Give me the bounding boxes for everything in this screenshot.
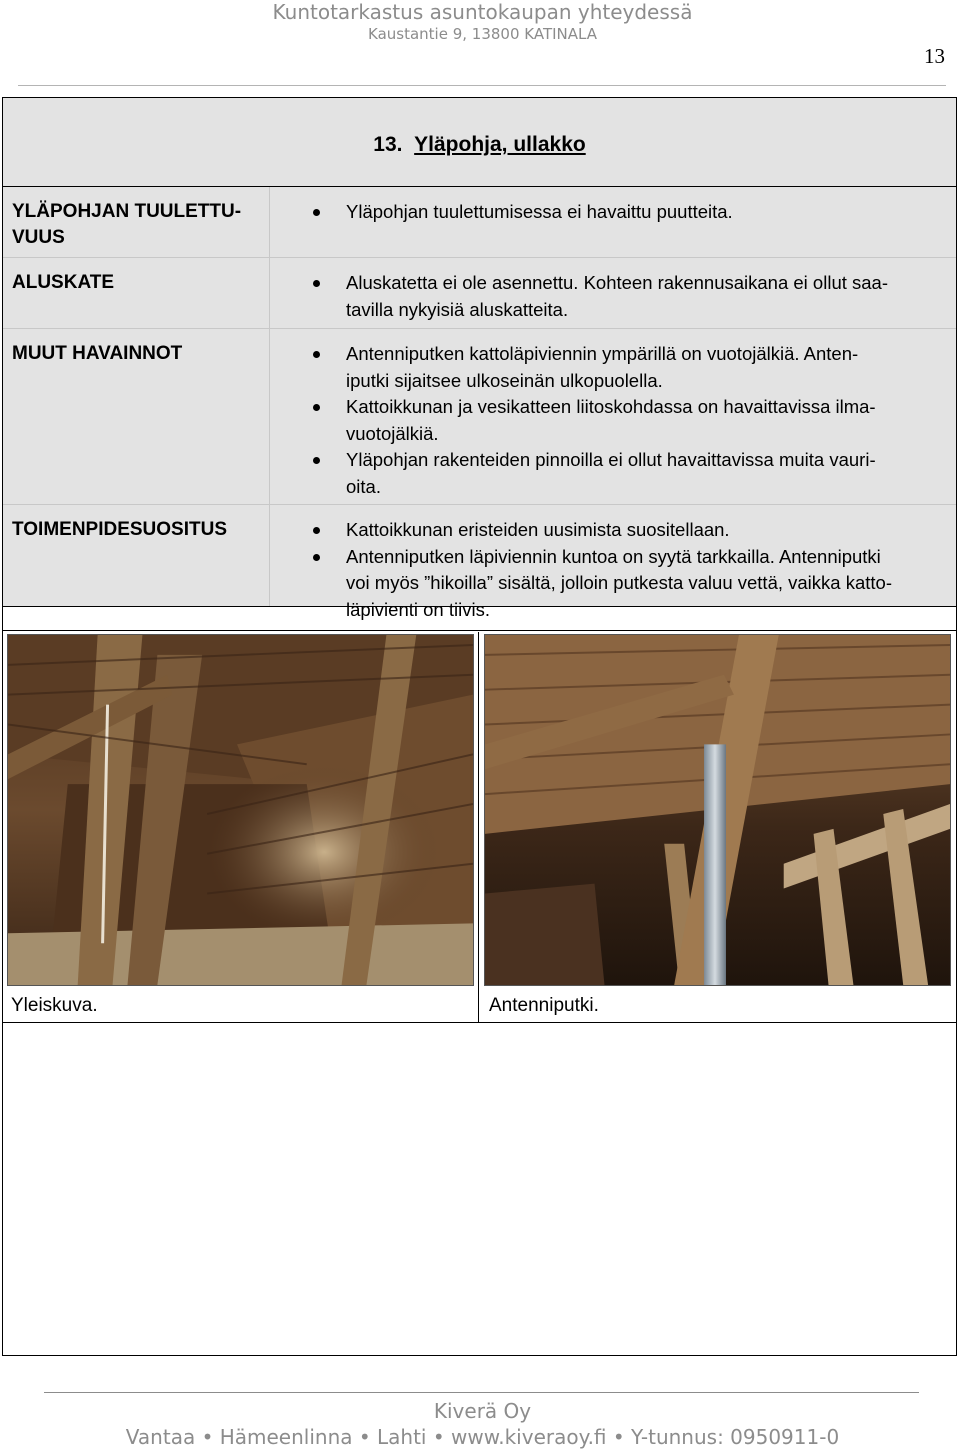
report-title: Kuntotarkastus asuntokaupan yhteydessä <box>272 0 693 24</box>
footer-details: Vantaa • Hämeenlinna • Lahti • www.kiveraoy.fi • Y-tunnus: 0950911-0 <box>125 1425 840 1449</box>
row-column-divider <box>269 258 270 328</box>
row-bullet-item: Antenniputken kattoläpiviennin ympärillä on vuotojälkiä. Anten- iputki sijaitsee ulkoseinän ulkopuolella. <box>346 341 926 394</box>
row-bullet-item: Kattoikkunan ja vesikatteen liitoskohdassa on havaittavissa ilma- vuotojälkiä. <box>346 394 926 447</box>
section-title: Yläpohja, ullakko <box>414 133 586 156</box>
property-address: Kaustantie 9, 13800 KATINALA <box>368 25 597 43</box>
caption-column-divider <box>478 987 479 1022</box>
header-divider <box>18 85 946 86</box>
row-bullet-item: Antenniputken läpiviennin kuntoa on syytä tarkkailla. Antenniputki voi myös ”hikoilla” sisältä, jolloin putkesta valuu vettä, vaikka katto- läpivienti on tiivis. <box>346 544 926 624</box>
row-label: MUUT HAVAINNOT <box>12 343 183 364</box>
row-bullet-item: Kattoikkunan eristeiden uusimista suositellaan. <box>346 517 926 544</box>
row-bullet-item: Yläpohjan rakenteiden pinnoilla ei ollut havaittavissa muita vauri- oita. <box>346 447 926 500</box>
row-label: ALUSKATE <box>12 272 115 293</box>
row-label: TOIMENPIDESUOSITUS <box>12 519 228 540</box>
row-bullet-item: Yläpohjan tuulettumisessa ei havaittu puutteita. <box>346 199 926 226</box>
photo-column-divider <box>478 632 479 988</box>
caption-row-bottom-border <box>3 1022 956 1023</box>
section-heading <box>3 98 956 187</box>
row-column-divider <box>269 329 270 504</box>
findings-row <box>3 187 956 258</box>
findings-row <box>3 329 956 505</box>
photo-caption-general-view: Yleiskuva. <box>11 995 98 1016</box>
footer-company: Kiverä Oy <box>433 1399 532 1423</box>
row-column-divider <box>269 505 270 606</box>
footer-divider <box>44 1392 919 1393</box>
page-number: 13 <box>924 44 945 68</box>
row-column-divider <box>269 187 270 257</box>
row-bullet-item: Aluskatetta ei ole asennettu. Kohteen rakennusaikana ei ollut saa- tavilla nykyisiä aluskatteita. <box>346 270 926 323</box>
findings-table <box>3 187 956 620</box>
photo-antenna-pipe <box>484 634 951 986</box>
findings-row <box>3 505 956 620</box>
row-label: YLÄPOHJAN TUULETTU- VUUS <box>12 201 242 248</box>
photo-row-top-border <box>3 630 956 631</box>
photo-general-view <box>7 634 474 986</box>
section-number: 13. <box>373 133 403 156</box>
photo-caption-antenna-pipe: Antenniputki. <box>489 995 599 1016</box>
findings-row <box>3 258 956 329</box>
